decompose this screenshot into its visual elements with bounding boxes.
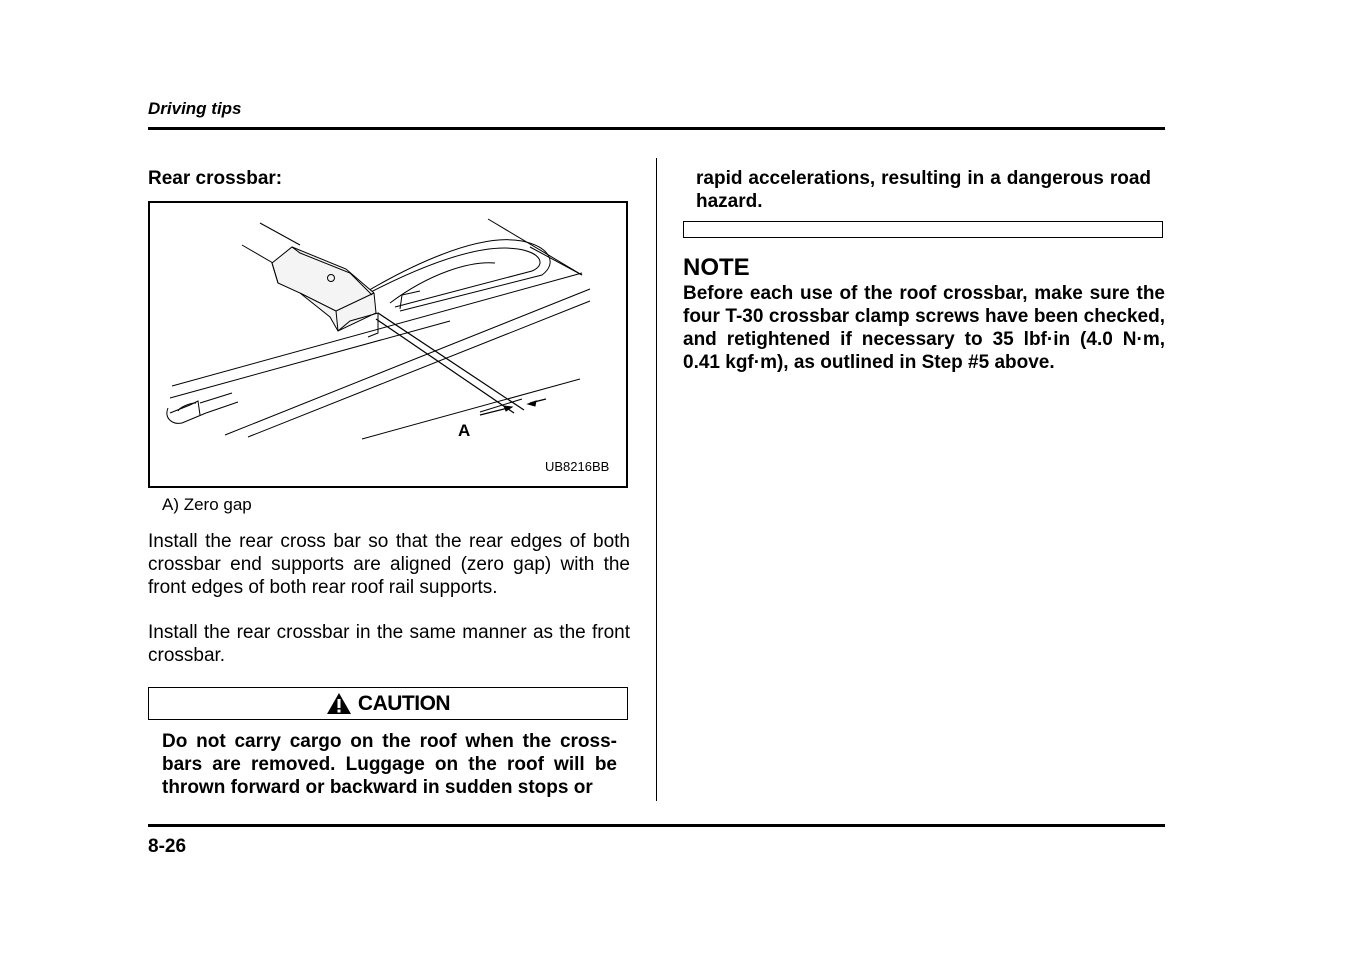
figure-caption: A) Zero gap — [162, 495, 252, 514]
roof-rail-illustration — [150, 203, 626, 486]
column-divider — [656, 158, 657, 801]
header-rule — [148, 127, 1165, 130]
caution-end-box — [683, 221, 1163, 238]
footer-rule — [148, 824, 1165, 827]
caution-banner — [148, 687, 628, 720]
page-number: 8-26 — [148, 836, 187, 857]
note-heading: NOTE — [683, 254, 750, 281]
figure-rear-crossbar — [148, 201, 628, 488]
paragraph-alignment: Install the rear cross bar so that the rear edges of both crossbar end supports are aligned (zero gap) with the front edges of both rear roof rail supports. — [148, 531, 630, 598]
caution-label: CAUTION — [357, 691, 451, 715]
caution-text-continued: rapid accelerations, resulting in a dangerous road hazard. — [696, 168, 1151, 212]
figure-callout-a: A — [458, 421, 471, 440]
warning-triangle-icon — [326, 692, 352, 715]
running-header: Driving tips — [148, 99, 242, 118]
section-heading: Rear crossbar: — [148, 168, 283, 189]
paragraph-install: Install the rear crossbar in the same manner as the front crossbar. — [148, 622, 630, 666]
figure-code: UB8216BB — [545, 459, 610, 474]
caution-text: Do not carry cargo on the roof when the cross-bars are removed. Luggage on the roof will be thrown forward or backward in sudden stops or — [162, 731, 617, 798]
note-text: Before each use of the roof crossbar, make sure the four T-30 crossbar clamp screws have been checked, and retightened if necessary to 35 lbf·in (4.0 N·m, 0.41 kgf·m), as outlined in Step #5 above. — [683, 283, 1165, 373]
